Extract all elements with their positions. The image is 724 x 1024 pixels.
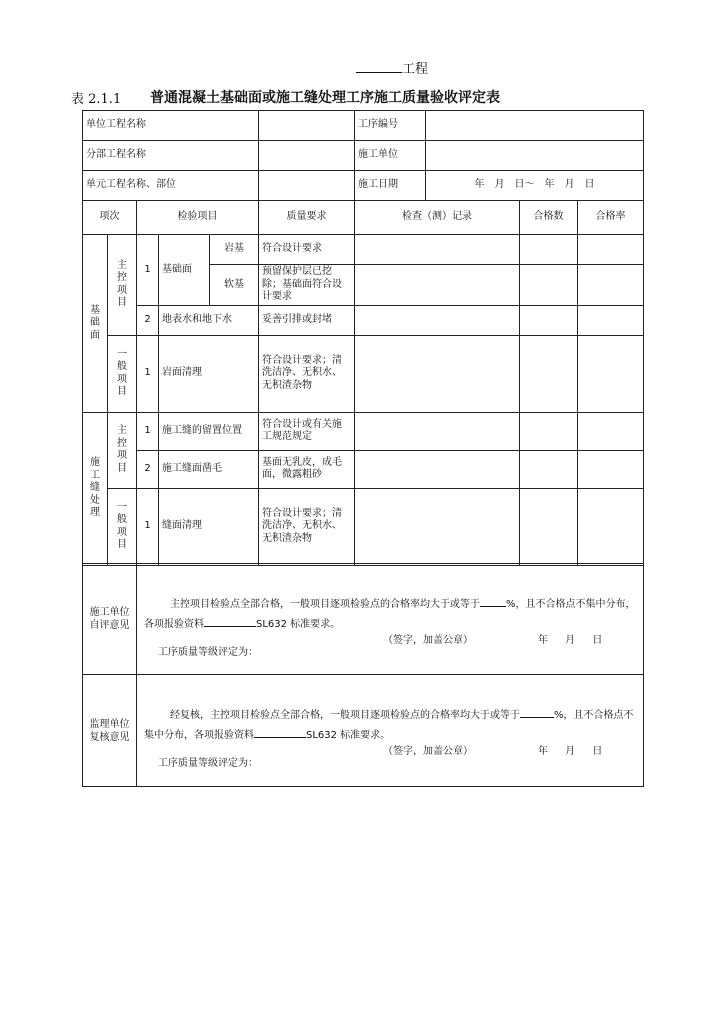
self-eval-text-b: %，且不合格点不集中分布，各项报验资料 bbox=[144, 598, 636, 630]
unit-project-value[interactable] bbox=[259, 111, 355, 141]
sub-project-label: 分部工程名称 bbox=[83, 141, 259, 171]
col-pass-rate: 合格率 bbox=[578, 201, 644, 235]
soft-label: 软基 bbox=[210, 265, 259, 306]
supervision-sign: （签字，加盖公章） bbox=[383, 746, 473, 757]
group-foundation: 基 础 面 bbox=[83, 235, 108, 413]
self-eval-text-c: SL632 标准要求。 bbox=[256, 618, 341, 630]
project-name-blank[interactable] bbox=[356, 61, 402, 73]
soft-requirement: 预留保护层已挖除；基础面符合设计要求 bbox=[259, 265, 355, 306]
element-project-label: 单元工程名称、部位 bbox=[83, 171, 259, 201]
foundation-gen-record[interactable] bbox=[355, 335, 520, 412]
joint-row2-no: 2 bbox=[137, 450, 159, 488]
joint-gen-item: 缝面清理 bbox=[159, 488, 259, 565]
supervision-cell[interactable] bbox=[137, 675, 644, 787]
supervision-text-c: SL632 标准要求。 bbox=[306, 730, 391, 741]
foundation-row1-item: 基础面 bbox=[159, 235, 210, 306]
foundation-gen-no: 1 bbox=[137, 335, 159, 412]
joint-row1-item: 施工缝的留置位置 bbox=[159, 412, 259, 450]
joint-row1-requirement: 符合设计或有关施工规范规定 bbox=[259, 412, 355, 450]
joint-row1-no: 1 bbox=[137, 412, 159, 450]
joint-gen-pass-count[interactable] bbox=[520, 488, 578, 565]
col-check-item: 检验项目 bbox=[137, 201, 259, 235]
construction-unit-label: 施工单位 bbox=[355, 141, 426, 171]
foundation-row2-pass-rate[interactable] bbox=[578, 305, 644, 335]
process-no-label: 工序编号 bbox=[355, 111, 426, 141]
supervision-date: 年 月 日 bbox=[538, 746, 603, 757]
self-eval-docs-blank[interactable] bbox=[204, 617, 256, 627]
foundation-row1-no: 1 bbox=[137, 235, 159, 306]
self-eval-cell[interactable] bbox=[137, 564, 644, 675]
rock-requirement: 符合设计要求 bbox=[259, 235, 355, 265]
construction-date-value[interactable]: 年 月 日～ 年 月 日 bbox=[426, 171, 644, 201]
self-eval-sign: （签字，加盖公章） bbox=[383, 634, 473, 646]
self-eval-date: 年 月 日 bbox=[538, 634, 603, 646]
joint-row2-item: 施工缝面凿毛 bbox=[159, 450, 259, 488]
page-title: 普通混凝土基础面或施工缝处理工序施工质量验收评定表 bbox=[150, 90, 500, 106]
joint-row1-pass-count[interactable] bbox=[520, 412, 578, 450]
rock-record[interactable] bbox=[355, 235, 520, 265]
table-number: 表 2.1.1 bbox=[71, 92, 122, 107]
inspection-table bbox=[82, 110, 644, 566]
unit-project-label: 单位工程名称 bbox=[83, 111, 259, 141]
supervision-label: 监理单位复核意见 bbox=[83, 675, 137, 787]
joint-row2-requirement: 基面无乳皮，成毛面，微露粗砂 bbox=[259, 450, 355, 488]
foundation-row2-no: 2 bbox=[137, 305, 159, 335]
supervision-grade: 工序质量等级评定为： bbox=[158, 758, 258, 769]
joint-general-label: 一 般 项 目 bbox=[108, 488, 137, 565]
process-no-value[interactable] bbox=[426, 111, 644, 141]
col-quality-req: 质量要求 bbox=[259, 201, 355, 235]
joint-row2-pass-count[interactable] bbox=[520, 450, 578, 488]
group-joint: 施 工 缝 处 理 bbox=[83, 412, 108, 565]
col-pass-count: 合格数 bbox=[520, 201, 578, 235]
foundation-row2-pass-count[interactable] bbox=[520, 305, 578, 335]
opinion-table bbox=[82, 563, 644, 787]
supervision-rate-blank[interactable] bbox=[520, 708, 554, 718]
foundation-gen-item: 岩面清理 bbox=[159, 335, 259, 412]
soft-pass-rate[interactable] bbox=[578, 265, 644, 306]
joint-gen-record[interactable] bbox=[355, 488, 520, 565]
joint-row2-pass-rate[interactable] bbox=[578, 450, 644, 488]
rock-label: 岩基 bbox=[210, 235, 259, 265]
col-item: 项次 bbox=[83, 201, 137, 235]
construction-date-label: 施工日期 bbox=[355, 171, 426, 201]
project-name-line bbox=[356, 58, 428, 77]
self-eval-label: 施工单位自评意见 bbox=[83, 564, 137, 675]
foundation-row2-item: 地表水和地下水 bbox=[159, 305, 259, 335]
joint-gen-pass-rate[interactable] bbox=[578, 488, 644, 565]
supervision-text-a: 经复核，主控项目检验点全部合格，一般项目逐项检验点的合格率均大于或等于 bbox=[170, 710, 520, 721]
joint-gen-no: 1 bbox=[137, 488, 159, 565]
self-eval-text-a: 主控项目检验点全部合格，一般项目逐项检验点的合格率均大于或等于 bbox=[170, 598, 480, 610]
project-suffix: 工程 bbox=[402, 62, 429, 77]
foundation-row2-requirement: 妥善引排或封堵 bbox=[259, 305, 355, 335]
foundation-gen-pass-rate[interactable] bbox=[578, 335, 644, 412]
construction-unit-value[interactable] bbox=[426, 141, 644, 171]
joint-row1-pass-rate[interactable] bbox=[578, 412, 644, 450]
joint-gen-requirement: 符合设计要求；清洗洁净、无积水、无积渣杂物 bbox=[259, 488, 355, 565]
foundation-gen-requirement: 符合设计要求；清洗洁净、无积水、无积渣杂物 bbox=[259, 335, 355, 412]
soft-record[interactable] bbox=[355, 265, 520, 306]
supervision-docs-blank[interactable] bbox=[254, 728, 306, 738]
foundation-gen-pass-count[interactable] bbox=[520, 335, 578, 412]
foundation-general-label: 一 般 项 目 bbox=[108, 335, 137, 412]
joint-row2-record[interactable] bbox=[355, 450, 520, 488]
foundation-main-label: 主 控 项 目 bbox=[108, 235, 137, 336]
rock-pass-count[interactable] bbox=[520, 235, 578, 265]
joint-row1-record[interactable] bbox=[355, 412, 520, 450]
joint-main-label: 主 控 项 目 bbox=[108, 412, 137, 488]
foundation-row2-record[interactable] bbox=[355, 305, 520, 335]
self-eval-grade: 工序质量等级评定为： bbox=[158, 646, 258, 658]
element-project-value[interactable] bbox=[259, 171, 355, 201]
sub-project-value[interactable] bbox=[259, 141, 355, 171]
rock-pass-rate[interactable] bbox=[578, 235, 644, 265]
self-eval-rate-blank[interactable] bbox=[480, 597, 506, 607]
supervision-text-b: %，且不合格点不集中分布，各项报验资料 bbox=[144, 710, 634, 741]
col-record: 检查（测）记录 bbox=[355, 201, 520, 235]
soft-pass-count[interactable] bbox=[520, 265, 578, 306]
